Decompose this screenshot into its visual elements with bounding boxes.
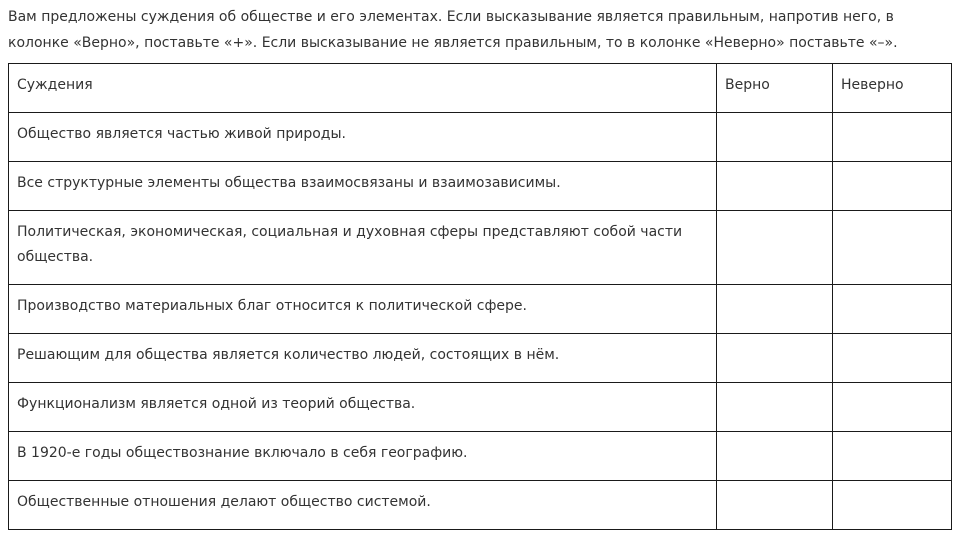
statement-cell: Общественные отношения делают общество системой. xyxy=(9,481,717,530)
false-mark-cell[interactable] xyxy=(833,285,952,334)
true-mark-cell[interactable] xyxy=(717,113,833,162)
false-mark-cell[interactable] xyxy=(833,162,952,211)
header-false: Неверно xyxy=(833,64,952,113)
table-row xyxy=(9,432,952,481)
true-mark-cell[interactable] xyxy=(717,334,833,383)
table-row xyxy=(9,334,952,383)
false-mark-cell[interactable] xyxy=(833,334,952,383)
table-row xyxy=(9,285,952,334)
statement-cell: Функционализм является одной из теорий общества. xyxy=(9,383,717,432)
table-row xyxy=(9,383,952,432)
statement-cell: Политическая, экономическая, социальная и духовная сферы представляют собой части общества. xyxy=(9,211,717,285)
table-row xyxy=(9,113,952,162)
false-mark-cell[interactable] xyxy=(833,383,952,432)
table-row xyxy=(9,481,952,530)
true-mark-cell[interactable] xyxy=(717,432,833,481)
false-mark-cell[interactable] xyxy=(833,211,952,285)
true-mark-cell[interactable] xyxy=(717,383,833,432)
statement-cell: Производство материальных благ относится к политической сфере. xyxy=(9,285,717,334)
false-mark-cell[interactable] xyxy=(833,432,952,481)
table-row xyxy=(9,211,952,285)
table-row xyxy=(9,162,952,211)
true-mark-cell[interactable] xyxy=(717,481,833,530)
judgments-table xyxy=(8,63,952,530)
true-mark-cell[interactable] xyxy=(717,211,833,285)
statement-cell: Решающим для общества является количество людей, состоящих в нём. xyxy=(9,334,717,383)
false-mark-cell[interactable] xyxy=(833,113,952,162)
instructions-text: Вам предложены суждения об обществе и его элементах. Если высказывание является правильным, напротив него, в колонке «Верно», поставьте «+». Если высказывание не является правильным, то в колонке «Неверно» поставьте «–». xyxy=(8,9,898,51)
table-header-row xyxy=(9,64,952,113)
statement-cell: Общество является частью живой природы. xyxy=(9,113,717,162)
header-statement: Суждения xyxy=(9,64,717,113)
statement-cell: В 1920-е годы обществознание включало в себя географию. xyxy=(9,432,717,481)
statement-cell: Все структурные элементы общества взаимосвязаны и взаимозависимы. xyxy=(9,162,717,211)
true-mark-cell[interactable] xyxy=(717,162,833,211)
true-mark-cell[interactable] xyxy=(717,285,833,334)
header-true: Верно xyxy=(717,64,833,113)
false-mark-cell[interactable] xyxy=(833,481,952,530)
